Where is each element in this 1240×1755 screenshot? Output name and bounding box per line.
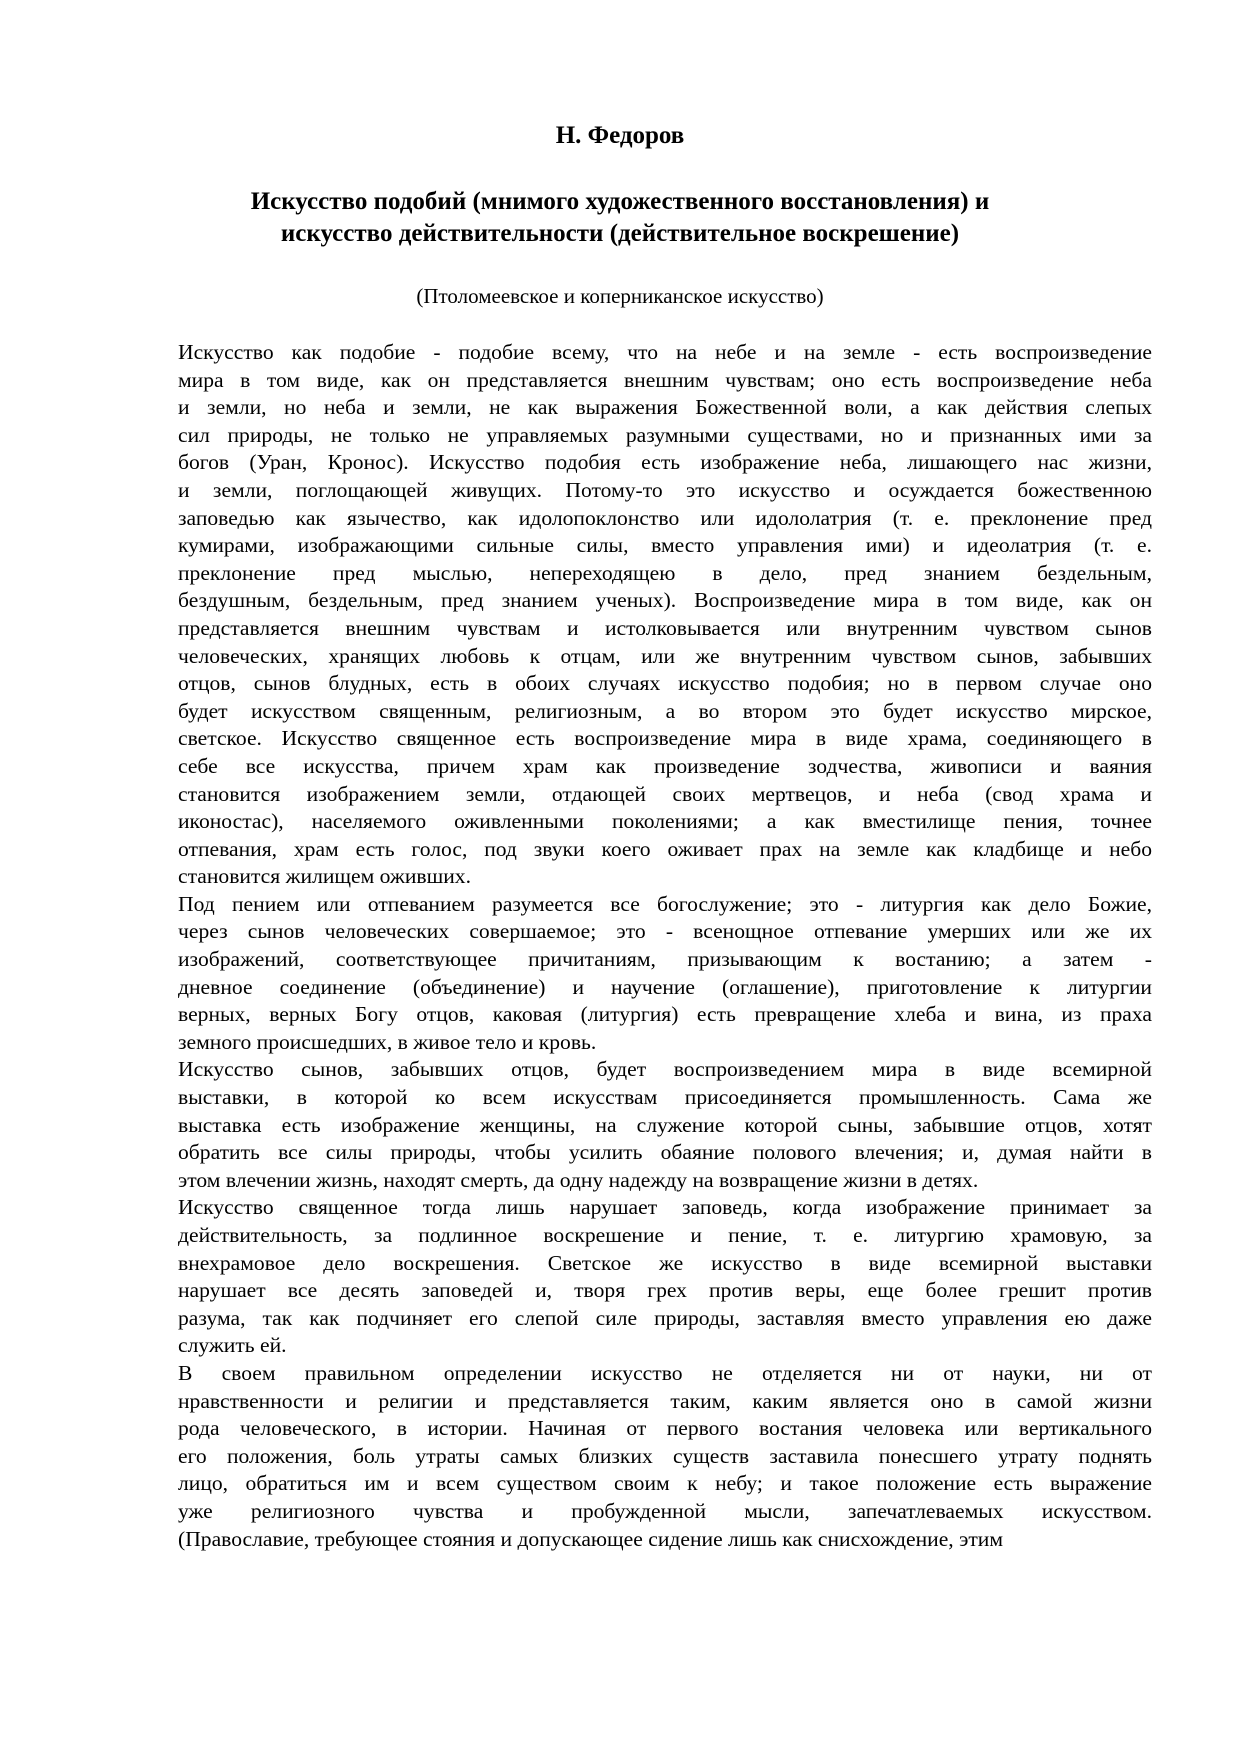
- text-line: действительность, за подлинное воскрешение и пение, т. е. литургию храмовую, за: [178, 1223, 1152, 1247]
- text-line: изображений, соответствующее причитаниям, призывающим к востанию; а затем -: [178, 947, 1152, 972]
- text-line: становится изображением земли, отдающей своих мертвецов, и неба (свод храма и: [178, 781, 1152, 806]
- text-line: его положения, боль утраты самых близких существ заставила понесшего утрату поднять: [178, 1443, 1152, 1468]
- text-line: через сынов человеческих совершаемое; это - всенощное отпевание умерших или же их: [178, 919, 1152, 944]
- text-line: Искусство как подобие - подобие всему, что на небе и на земле - есть воспроизведение: [178, 340, 1152, 364]
- text-line: бездушным, бездельным, пред знанием ученых). Воспроизведение мира в том виде, как он: [178, 588, 1152, 613]
- text-line: и земли, поглощающей живущих. Потому-то это искусство и осуждается божественною: [178, 477, 1152, 502]
- text-line: сил природы, не только не управляемых разумными существами, но и признанных ими за: [178, 422, 1152, 447]
- body-paragraph: [178, 1194, 1152, 1360]
- text-line: дневное соединение (объединение) и научение (оглашение), приготовление к литургии: [178, 974, 1152, 999]
- text-line: (Православие, требующее стояния и допускающее сидение лишь как снисхождение, этим: [178, 1526, 1004, 1551]
- title-line: искусство действительности (действительное воскрешение): [280, 220, 960, 247]
- text-line: обратить все силы природы, чтобы усилить обаяние полового влечения; и, думая найти в: [178, 1140, 1152, 1165]
- text-line: кумирами, изображающими сильные силы, вместо управления ими) и идеолатрия (т. е.: [178, 533, 1152, 558]
- body-paragraph: [178, 1056, 1152, 1194]
- author-name: Н. Федоров: [555, 122, 685, 149]
- text-line: выставки, в которой ко всем искусствам присоединяется промышленность. Сама же: [178, 1085, 1152, 1110]
- text-line: отпевания, храм есть голос, под звуки коего оживает прах на земле как кладбище и небо: [178, 836, 1152, 861]
- text-line: преклонение пред мыслью, непереходящею в дело, пред знанием бездельным,: [178, 560, 1152, 585]
- text-line: этом влечении жизнь, находят смерть, да одну надежду на возвращение жизни в детях.: [178, 1167, 979, 1192]
- text-line: рода человеческого, в истории. Начиная от первого востания человека или вертикального: [178, 1416, 1152, 1441]
- text-line: Искусство священное тогда лишь нарушает заповедь, когда изображение принимает за: [178, 1195, 1152, 1220]
- text-line: и земли, но неба и земли, не как выражения Божественной воли, а как действия слепых: [178, 395, 1152, 420]
- text-line: разума, так как подчиняет его слепой силе природы, заставляя вместо управления ею даже: [178, 1305, 1152, 1330]
- body-text: [178, 339, 1152, 1553]
- text-line: Искусство сынов, забывших отцов, будет воспроизведением мира в виде всемирной: [178, 1057, 1152, 1082]
- document-title: [160, 186, 1080, 250]
- text-line: лицо, обратиться им и всем существом своим к небу; и такое положение есть выражение: [178, 1471, 1152, 1496]
- text-line: В своем правильном определении искусство не отделяется ни от науки, ни от: [178, 1360, 1152, 1385]
- text-line: уже религиозного чувства и пробужденной мысли, запечатлеваемых искусством.: [178, 1498, 1152, 1523]
- text-line: мира в том виде, как он представляется внешним чувствам; оно есть воспроизведение неба: [178, 367, 1152, 392]
- text-line: земного происшедших, в живое тело и кровь.: [178, 1029, 597, 1054]
- text-line: нарушает все десять заповедей и, творя грех против веры, еще более грешит против: [178, 1278, 1152, 1303]
- text-line: становится жилищем оживших.: [178, 864, 471, 889]
- text-line: нравственности и религии и представляется таким, каким является оно в самой жизни: [178, 1388, 1152, 1413]
- text-line: светское. Искусство священное есть воспроизведение мира в виде храма, соединяющего в: [178, 726, 1152, 751]
- body-paragraph: [178, 339, 1152, 891]
- text-line: выставка есть изображение женщины, на служение которой сыны, забывшие отцов, хотят: [178, 1112, 1152, 1137]
- title-line: Искусство подобий (мнимого художественного восстановления) и: [250, 188, 990, 215]
- text-line: верных, верных Богу отцов, каковая (литургия) есть превращение хлеба и вина, из праха: [178, 1002, 1152, 1027]
- text-line: отцов, сынов блудных, есть в обоих случаях искусство подобия; но в первом случае оно: [178, 671, 1152, 696]
- text-line: иконостас), населяемого оживленными поколениями; а как вместилище пения, точнее: [178, 809, 1152, 834]
- document-subtitle: (Птоломеевское и коперниканское искусство): [416, 284, 824, 308]
- text-line: представляется внешним чувствам и истолковывается или внутренним чувством сынов: [178, 615, 1152, 640]
- text-line: человеческих, хранящих любовь к отцам, или же внутренним чувством сынов, забывших: [178, 643, 1152, 668]
- text-line: внехрамовое дело воскрешения. Светское же искусство в виде всемирной выставки: [178, 1250, 1152, 1275]
- text-line: заповедью как язычество, как идолопоклонство или идололатрия (т. е. преклонение пред: [178, 505, 1152, 530]
- text-line: будет искусством священным, религиозным, а во втором это будет искусство мирское,: [178, 698, 1152, 723]
- text-line: Под пением или отпеванием разумеется все богослужение; это - литургия как дело Божие,: [178, 891, 1152, 916]
- body-paragraph: [178, 1360, 1152, 1553]
- text-line: себе все искусства, причем храм как произведение зодчества, живописи и ваяния: [178, 753, 1152, 778]
- text-line: богов (Уран, Кронос). Искусство подобия есть изображение неба, лишающего нас жизни,: [178, 450, 1152, 475]
- text-line: служить ей.: [178, 1333, 287, 1358]
- body-paragraph: [178, 891, 1152, 1057]
